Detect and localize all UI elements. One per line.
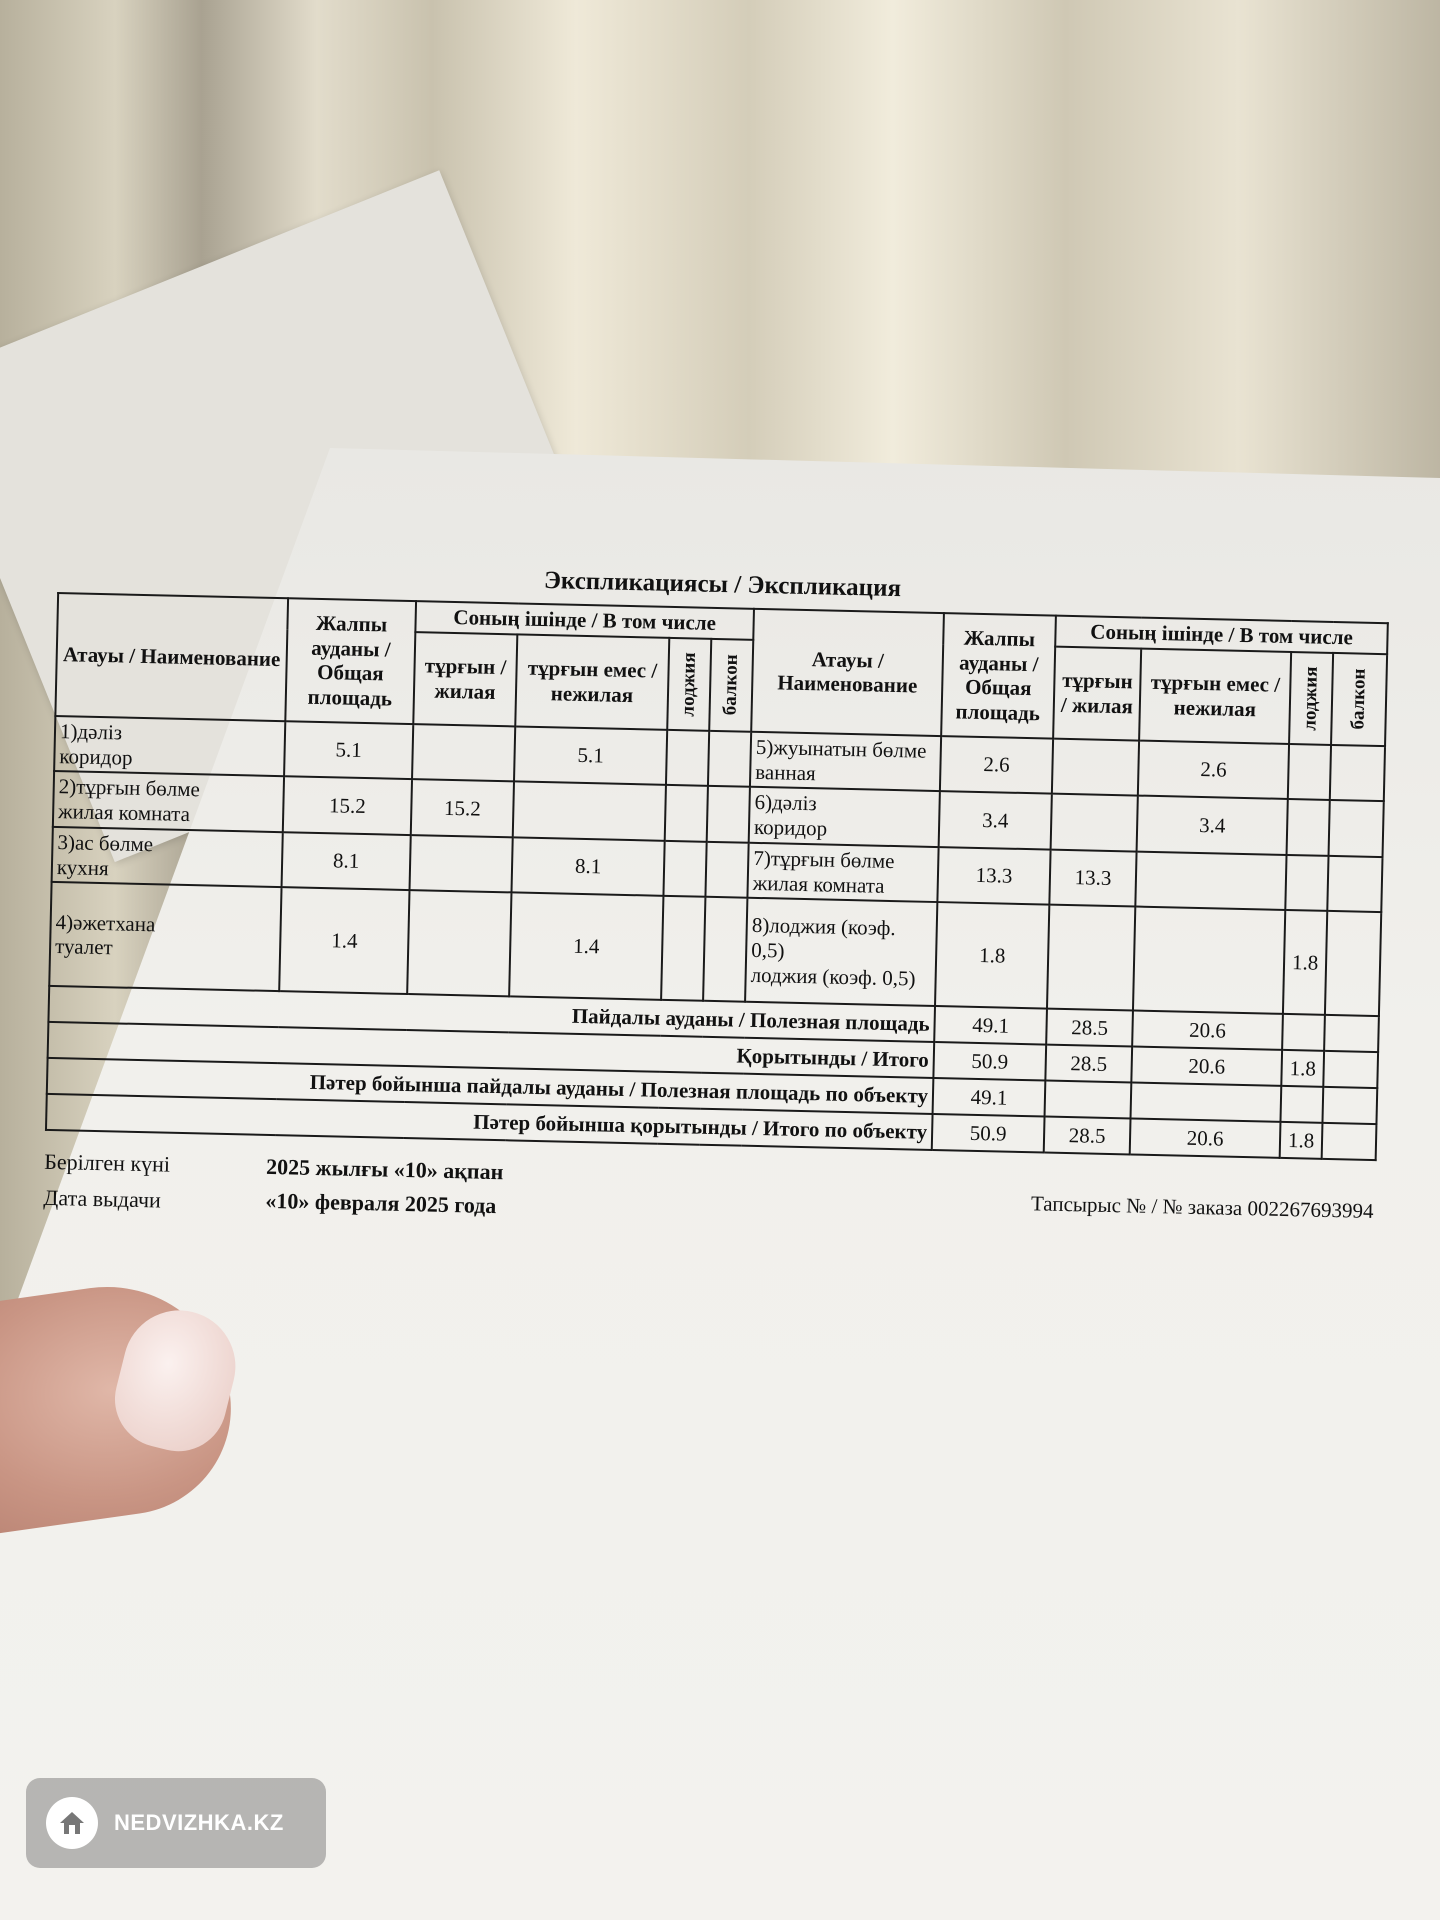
order-number: Тапсырыс № / № заказа 002267693994 [1030,1191,1374,1224]
room-name: 3)ас бөлме кухня [52,827,283,888]
watermark-text: NEDVIZHKA.KZ [114,1810,284,1835]
room-name: 2)тұрғын бөлме жилая комната [53,771,284,832]
issue-date-ru: «10» февраля 2025 года [265,1188,497,1219]
header-balcony-right [1331,653,1387,746]
room-name: 1)дәліз коридор [54,716,285,777]
header-loggia-left [667,638,711,731]
watermark [26,1778,326,1868]
room-loggia [1288,744,1331,800]
room-loggia [1285,855,1328,911]
explication-document [43,556,1388,1251]
room-total: 1.8 [935,902,1049,1009]
summary-balcony [1322,1123,1377,1160]
header-including-right: Соның ішінде / В том числе [1055,616,1388,654]
room-loggia [661,896,705,1001]
summary-total: 49.1 [933,1078,1046,1117]
header-name-left: Атауы / Наименование [55,593,288,721]
room-total: 2.6 [940,736,1053,794]
room-total: 8.1 [282,832,411,890]
room-nonliving [1133,907,1285,1014]
room-name: 5)жуынатын бөлме ванная [750,732,941,792]
room-total: 1.4 [279,888,409,995]
room-name: 8)лоджия (коэф. 0,5) лоджия (коэф. 0,5) [745,898,937,1006]
header-balcony-left-text: балкон [719,654,742,716]
room-nonliving: 2.6 [1138,740,1289,799]
issue-label-ru: Дата выдачи [43,1185,162,1213]
summary-loggia: 1.8 [1280,1122,1323,1159]
room-balcony [1325,911,1381,1016]
explication-table [45,592,1389,1161]
header-loggia-right [1289,652,1333,745]
summary-total: 49.1 [934,1006,1047,1045]
room-living: 13.3 [1049,849,1136,906]
summary-balcony [1323,1051,1378,1088]
room-nonliving: 8.1 [511,837,664,896]
room-nonliving: 3.4 [1137,796,1288,855]
room-nonliving [513,782,666,841]
room-name: 6)дәліз коридор [749,787,940,847]
room-balcony [1330,745,1385,802]
header-total-left: Жалпы ауданы / Общая площадь [285,598,416,724]
room-loggia [665,785,708,841]
header-loggia-left-text: лоджия [677,651,700,717]
room-nonliving: 1.4 [509,893,663,1000]
room-total: 15.2 [283,776,412,834]
room-balcony [707,786,750,842]
room-name: 4)әжетхана туалет [49,882,281,991]
document-title: Экспликациясы / Экспликация [543,567,902,603]
house-icon [46,1797,98,1849]
room-living: 15.2 [411,779,514,837]
summary-living: 28.5 [1044,1117,1131,1155]
summary-nonliving: 20.6 [1132,1011,1283,1050]
summary-label: Пайдалы ауданы / Полезная площадь [48,986,935,1042]
header-living-right: тұрғын / жилая [1053,646,1141,740]
header-nonliving-right: тұрғын емес / нежилая [1139,648,1291,743]
room-loggia [666,730,709,786]
summary-loggia [1281,1086,1324,1123]
header-name-right: Атауы / Наименование [751,609,944,736]
room-balcony [1329,800,1384,857]
summary-living [1045,1081,1132,1119]
room-balcony [708,731,751,787]
summary-balcony [1323,1087,1378,1124]
room-living [1052,738,1139,795]
summary-label: Пәтер бойынша пайдалы ауданы / Полезная площадь по объекту [47,1058,934,1114]
header-nonliving-left: тұрғын емес / нежилая [515,634,669,729]
room-loggia: 1.8 [1283,910,1327,1015]
header-balcony-right-text: балкон [1347,668,1370,731]
summary-balcony [1324,1015,1379,1052]
header-total-right: Жалпы ауданы / Общая площадь [941,613,1056,738]
summary-living: 28.5 [1046,1009,1133,1047]
summary-living: 28.5 [1045,1045,1132,1083]
room-living [407,890,511,996]
summary-total: 50.9 [932,1114,1045,1153]
room-nonliving: 5.1 [514,726,667,785]
room-nonliving [1135,851,1286,910]
room-living [412,724,515,782]
room-loggia [1287,799,1330,855]
room-balcony [1327,856,1382,913]
room-loggia [663,841,706,897]
room-total: 5.1 [284,721,413,779]
room-balcony [705,842,748,898]
room-living [410,835,513,893]
header-including-left: Соның ішінде / В том числе [415,601,754,639]
summary-nonliving: 20.6 [1130,1119,1281,1158]
summary-label: Қорытынды / Итого [48,1022,935,1078]
room-living [1051,794,1138,851]
room-name: 7)тұрғын бөлме жилая комната [747,843,938,903]
summary-loggia [1282,1014,1325,1051]
room-living [1047,905,1135,1011]
room-total: 3.4 [939,791,1052,849]
header-living-left: тұрғын / жилая [413,632,517,726]
header-balcony-left [709,639,753,732]
room-balcony [703,897,747,1002]
issue-label-kz: Берілген күні [43,1149,171,1178]
summary-nonliving [1131,1083,1282,1122]
summary-total: 50.9 [933,1042,1046,1081]
summary-loggia: 1.8 [1281,1050,1324,1087]
issue-date-kz: 2025 жылғы «10» ақпан [265,1154,504,1185]
header-loggia-right-text: лоджия [1299,665,1322,731]
summary-label: Пәтер бойынша қорытынды / Итого по объекту [46,1094,933,1150]
summary-nonliving: 20.6 [1131,1047,1282,1086]
room-total: 13.3 [937,847,1050,905]
